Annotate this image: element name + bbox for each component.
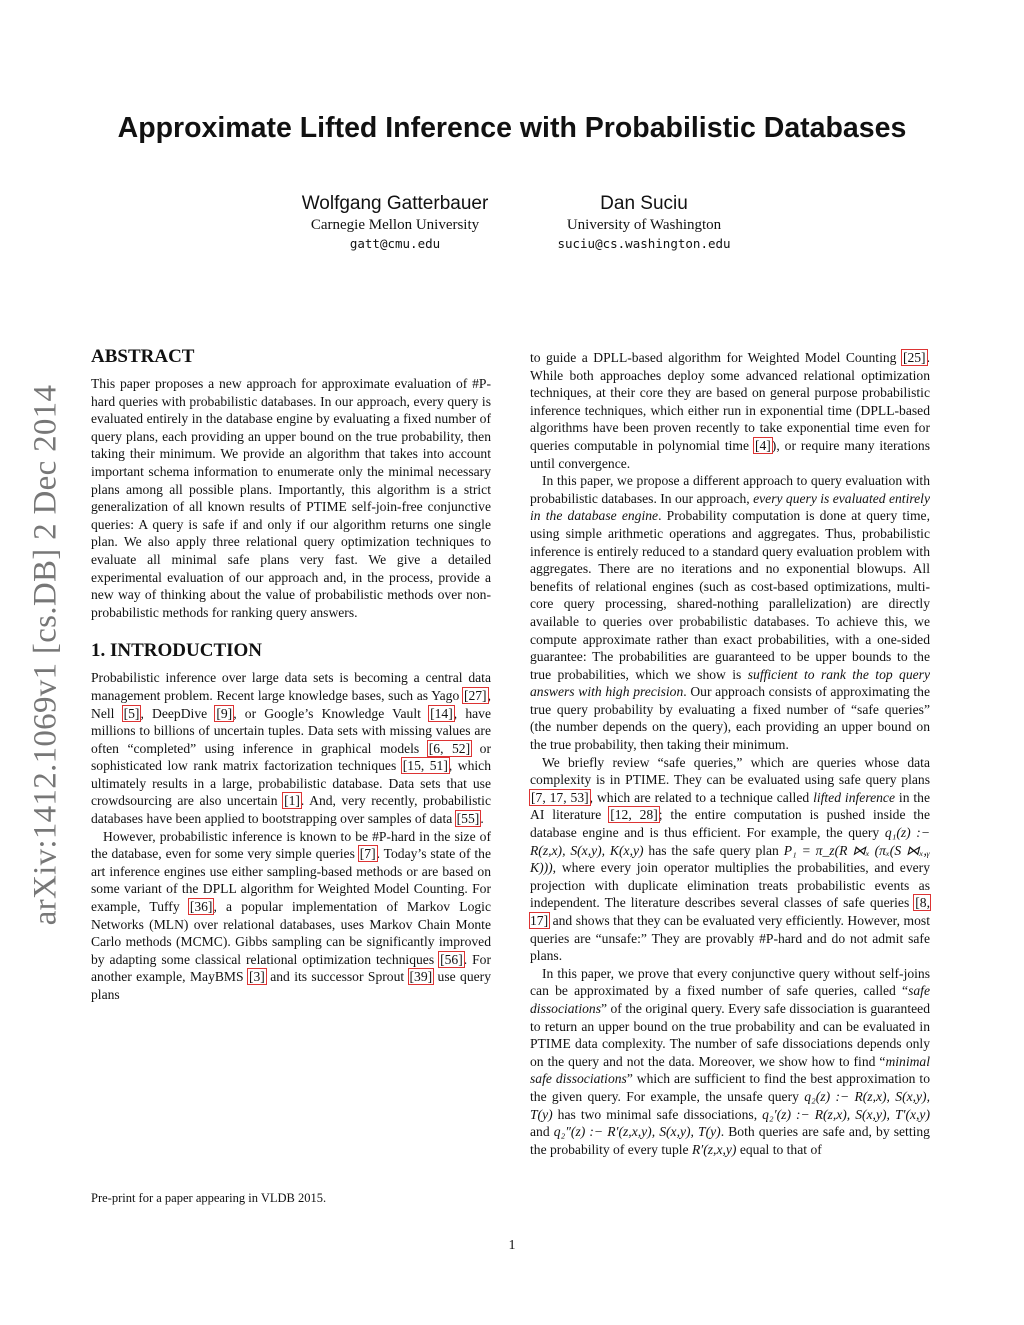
author-affiliation: Carnegie Mellon University [310,217,480,233]
math-expression: q₂″(z) :− R′(z,x,y), S(x,y), T(y) [553,1124,721,1140]
intro-paragraph: However, probabilistic inference is known to be #P-hard in the size of the database, even for some very simple queries [7]. Today’s state of the art inference engines use either sampling-based methods or are based on some variant of the DPLL algorithm for Weighted Model Counting. For example, Tuffy [36], a popular implementation of Markov Logic Networks (MLN) over relational databases, uses Markov Chain Monte Carlo methods (MCMC). Gibbs sampling can be significantly improved by adapting some classical relational optimization techniques [56]. For another example, MayBMS [3] and its successor Sprout [39] use query plans [91,828,491,1002]
citation-link[interactable]: [36] [189,899,213,915]
abstract-heading: ABSTRACT [91,346,195,367]
math-expression: P₁ = π_z(R ⋈ₓ (πₓ(S ⋈ₓ,ᵧ K))) [530,842,930,876]
math-expression: R′(z,x,y) [691,1141,737,1157]
math-expression: q₂(z) :− R(z,x), S(x,y), T(y) [530,1088,930,1122]
footnote: Pre-print for a paper appearing in VLDB 2015. [91,1191,327,1205]
citation-link[interactable]: [5] [123,705,140,721]
author-name: Wolfgang Gatterbauer [301,193,489,214]
author-email[interactable]: suciu@cs.washington.edu [557,236,731,251]
intro-paragraph: Probabilistic inference over large data sets is becoming a central data management problem. Recent large knowledge bases, such as Yago [27], Nell [5], DeepDive [9], or Google’s Knowledge Vault [14], have millions to billions of uncertain tuples. Data sets with missing values are often “completed” using inference in graphical models [6, 52] or sophisticated low rank matrix factorization techniques [15, 51], which ultimately results in a large, probabilistic database. Data sets that use crowdsourcing are also uncertain [1]. And, very recently, probabilistic databases have been applied to bootstrapping over samples of data [55]. [91,670,491,827]
author-name: Dan Suciu [600,193,688,214]
citation-link[interactable]: [8, 17] [530,895,930,928]
citation-link[interactable]: [3] [248,969,265,985]
body-paragraph: to guide a DPLL-based algorithm for Weighted Model Counting [25]. While both approaches deploy some advanced relational optimization techniques, at their core they are based on general purpose probabilistic inference techniques, which either run in exponential time (DPLL-based algorithms have been proven recently to take exponential time even for queries computable in polynomial time [4]), or require many iterations until convergence. [530,350,931,471]
citation-link[interactable]: [4] [754,437,771,453]
citation-link[interactable]: [39] [409,969,433,985]
arxiv-sidebar-stamp [16,360,76,950]
citation-link[interactable]: [56] [440,951,463,967]
abstract-text: This paper proposes a new approach for approximate evaluation of #P-hard queries with probabilistic databases. In our approach, every query is evaluated entirely in the database engine by evaluating a fixed number of query plans, each providing an upper bound on the true probability, then taking their minimum. We provide an algorithm that takes into account important schema information to enumerate only the minimal necessary plans among all possible plans. Importantly, this algorithm is a strict generalization of all known results of PTIME self-join-free conjunctive queries: A query is safe if and only if our algorithm returns one single plan. We also apply three relational query optimization techniques to evaluate all minimal safe plans very fast. We give a detailed experimental evaluation of our approach and, in the process, provide a new way of thinking about the value of probabilistic methods over non-probabilistic methods for ranking query answers. [91,376,491,620]
body-paragraph: In this paper, we propose a different approach to query evaluation with probabilistic databases. In our approach, every query is evaluated entirely in the database engine. Probability computation is done at query time, using simple arithmetic operations and aggregates. Thus, probabilistic inference is entirely reduced to a standard query evaluation problem with aggregates. There are no iterations and no exponential blowups. All benefits of relational engines (such as cost-based optimizations, multi-core query processing, shared-nothing parallelization) are directly available to queries over probabilistic databases. To achieve this, we compute approximate rather than exact probabilities, with a one-sided guarantee: The probabilities are guaranteed to be upper bounds to the true probabilities, which we show is sufficient to rank the top query answers with high precision. Our approach consists of approximating the true query probability by evaluating a fixed number of “safe queries” (the number depends on the query), each providing an upper bound on the true probability, then taking their minimum. [530,473,931,753]
citation-link[interactable]: [12, 28] [610,807,658,823]
body-paragraph: We briefly review “safe queries,” which are queries whose data complexity is in PTIME. They can be evaluated using safe query plans [7, 17, 53], which are related to a technique called lifted inference in the AI literature [12, 28]; the entire computation is pushed inside the database engine and is thus efficient. For example, the query q₁(z) :− R(z,x), S(x,y), K(x,y) has the safe query plan P₁ = π_z(R ⋈ₓ (πₓ(S ⋈ₓ,ᵧ K))), where every join operator multiplies the probabilities, and every projection with duplicate elimination treats probabilistic events as independent. The literature describes several classes of safe queries [8, 17] and shows that they can be evaluated very efficiently. However, most queries are “unsafe:” They are provably #P-hard and do not admit safe plans. [530,754,931,964]
left-column [91,345,491,1004]
right-column [530,349,930,1158]
math-expression: q₁(z) :− R(z,x), S(x,y), K(x,y) [530,825,930,858]
author-block [514,192,774,254]
body-paragraph: In this paper, we prove that every conjunctive query without self-joins can be approximated by a fixed number of safe queries, called “safe dissociations” of the original query. Every safe dissociation is guaranteed to return an upper bound on the true probability and can be evaluated in PTIME data complexity. The number of safe dissociations depends only on the query and not the data. Moreover, we show how to find “minimal safe dissociations” which are sufficient to find the best approximation to the given query. For example, the unsafe query q₂(z) :− R(z,x), S(x,y), T(y) has two minimal safe dissociations, q₂′(z) :− R(z,x), S(x,y), T′(x,y) and q₂″(z) :− R′(z,x,y), S(x,y), T(y). Both queries are safe and, by setting the probability of every tuple R′(z,x,y) equal to that of [530,965,930,1157]
citation-link[interactable]: [14] [430,705,453,721]
author-affiliation: University of Washington [566,217,722,233]
arxiv-id-text: arXiv:1412.1069v1 [cs.DB] 2 Dec 2014 [27,384,64,926]
page-number: 1 [508,1238,516,1253]
math-expression: q₂′(z) :− R(z,x), S(x,y), T′(x,y) [762,1106,930,1122]
citation-link[interactable]: [7, 17, 53] [531,789,589,805]
paper-title: Approximate Lifted Inference with Probabilistic Databases [117,112,907,144]
citation-link[interactable]: [25] [902,350,926,365]
citation-link[interactable]: [9] [216,705,233,721]
citation-link[interactable]: [7] [359,846,376,862]
author-email[interactable]: gatt@cmu.edu [349,236,441,251]
citation-link[interactable]: [15, 51] [402,758,448,774]
citation-link[interactable]: [1] [284,793,300,809]
citation-link[interactable]: [27] [463,687,487,703]
citation-link[interactable]: [55] [456,811,480,827]
introduction-heading: 1. INTRODUCTION [91,640,263,662]
citation-link[interactable]: [6, 52] [428,740,471,756]
author-block [265,192,525,254]
